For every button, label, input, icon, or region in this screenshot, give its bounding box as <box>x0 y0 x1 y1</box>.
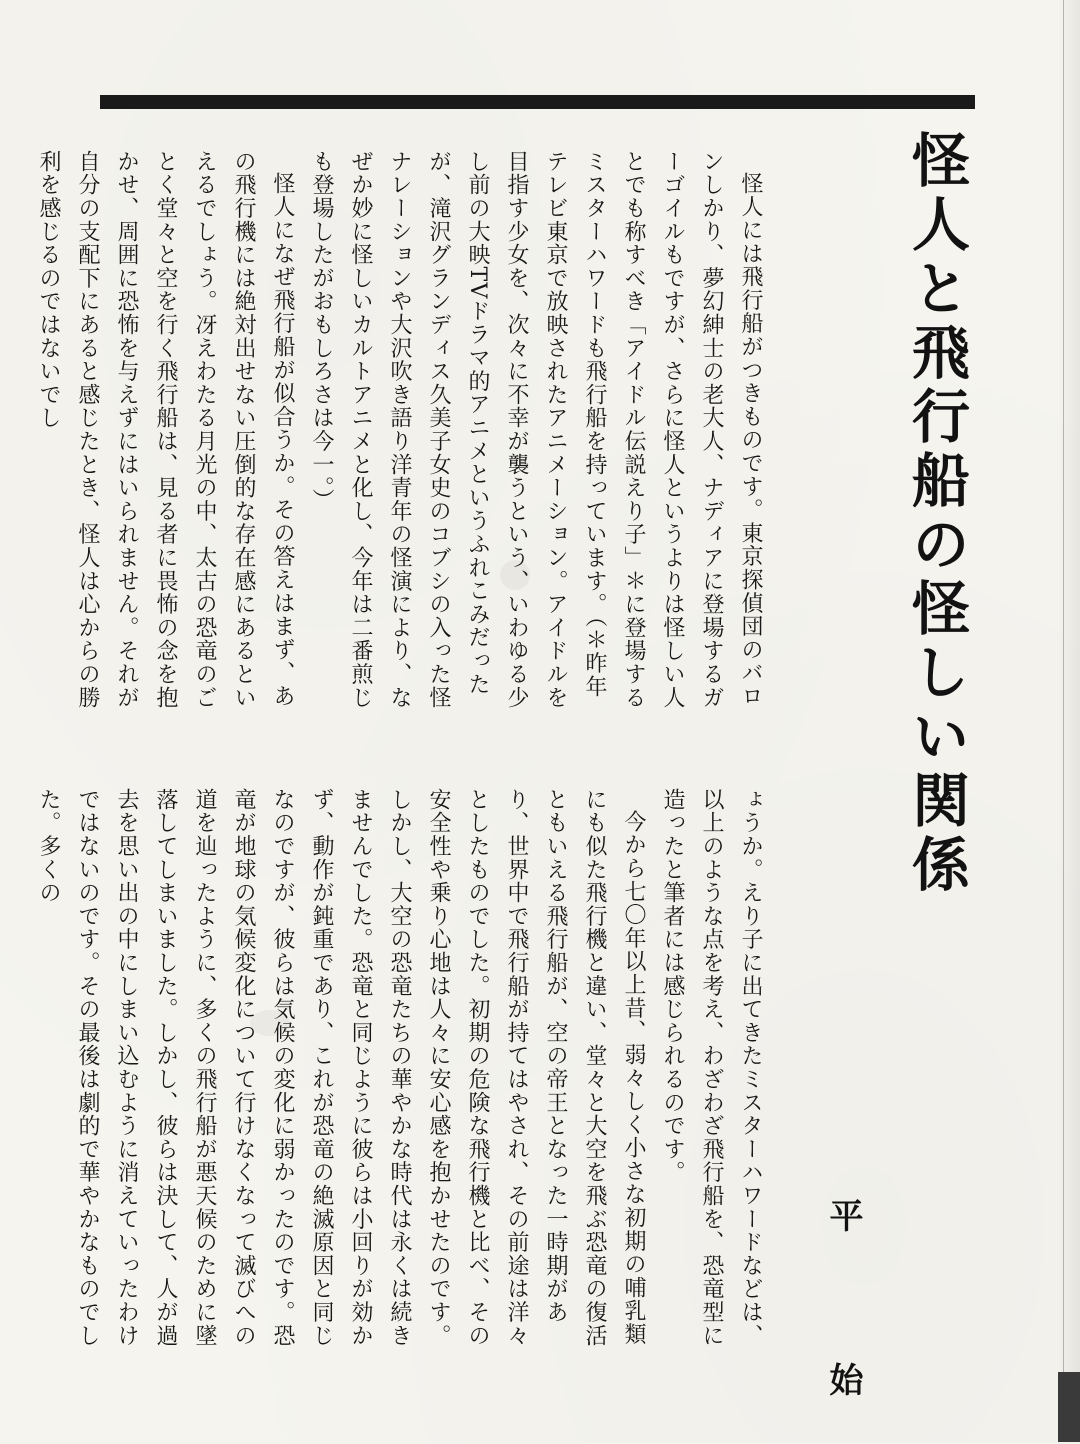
page-edge-shadow <box>1058 0 1080 1442</box>
paragraph: 今から七〇年以上昔、弱々しく小さな初期の哺乳類にも似た飛行機と違い、堂々と大空を飛ぶ恐竜の復活ともいえる飛行船が、空の帝王となった一時期があり、世界中で飛行船が持てはやされ、その前途は洋々としたものでした。初期の危険な飛行機と比べ、その安全性や乗り心地は人々に安心感を抱かせたのです。しかし、大空の恐竜たちの華やかな時代は永くは続きませんでした。恐竜と同じように彼らは小回りが効かず、動作が鈍重であり、これが恐竜の絶滅原因と同じなのですが、彼らは気候の変化に弱かったのです。恐竜が地球の気候変化について行けなくなって滅びへの道を辿ったように、多くの飛行船が悪天候のために墜落してしまいました。しかし、彼らは決して、人が過去を思い出の中にしまい込むように消えていったわけではないのです。その最後は劇的で華やかなものでした。多くの <box>36 788 646 1348</box>
paragraph: 怪人になぜ飛行船が似合うか。その答えはまず、あの飛行機には絶対出せない圧倒的な存在感にあるといえるでしょう。冴えわたる月光の中、太古の恐竜のごとく堂々と空を行く飛行船は、見る者に畏怖の念を抱かせ、周囲に恐怖を与えずにはいられません。それが自分の支配下にあると感じたとき、怪人は心からの勝利を感じるのではないでし <box>36 150 295 710</box>
paragraph: 怪人には飛行船がつきものです。東京探偵団のバロンしかり、夢幻紳士の老大人、ナディアに登場するガーゴイルもですが、さらに怪人というよりは怪しい人とでも称すべき「アイドル伝説えり子」＊に登場するミスターハワードも飛行船を持っています。（＊昨年テレビ東京で放映されたアニメーション。アイドルを目指す少女を、次々に不幸が襲うという、いわゆる少し前の大映TVドラマ的アニメというふれこみだったが、滝沢グランディス久美子女史のコブシの入った怪ナレーションや大沢吹き語り洋青年の怪演により、なぜか妙に怪しいカルトアニメと化し、今年は二番煎じも登場したがおもしろさは今一。） <box>309 150 763 710</box>
author-name: 平 始 <box>823 1198 863 1444</box>
page-corner-dark <box>1058 1372 1080 1442</box>
article-title: 怪人と飛行船の怪しい関係 <box>902 130 970 898</box>
article-body-lower <box>36 788 770 1368</box>
article-body-upper <box>36 150 770 710</box>
paragraph: ょうか。えり子に出てきたミスターハワードなどは、以上のような点を考え、わざわざ飛行船を、恐竜型に造ったと筆者には感じられるのです。 <box>660 788 763 1348</box>
header-rule <box>100 95 975 109</box>
